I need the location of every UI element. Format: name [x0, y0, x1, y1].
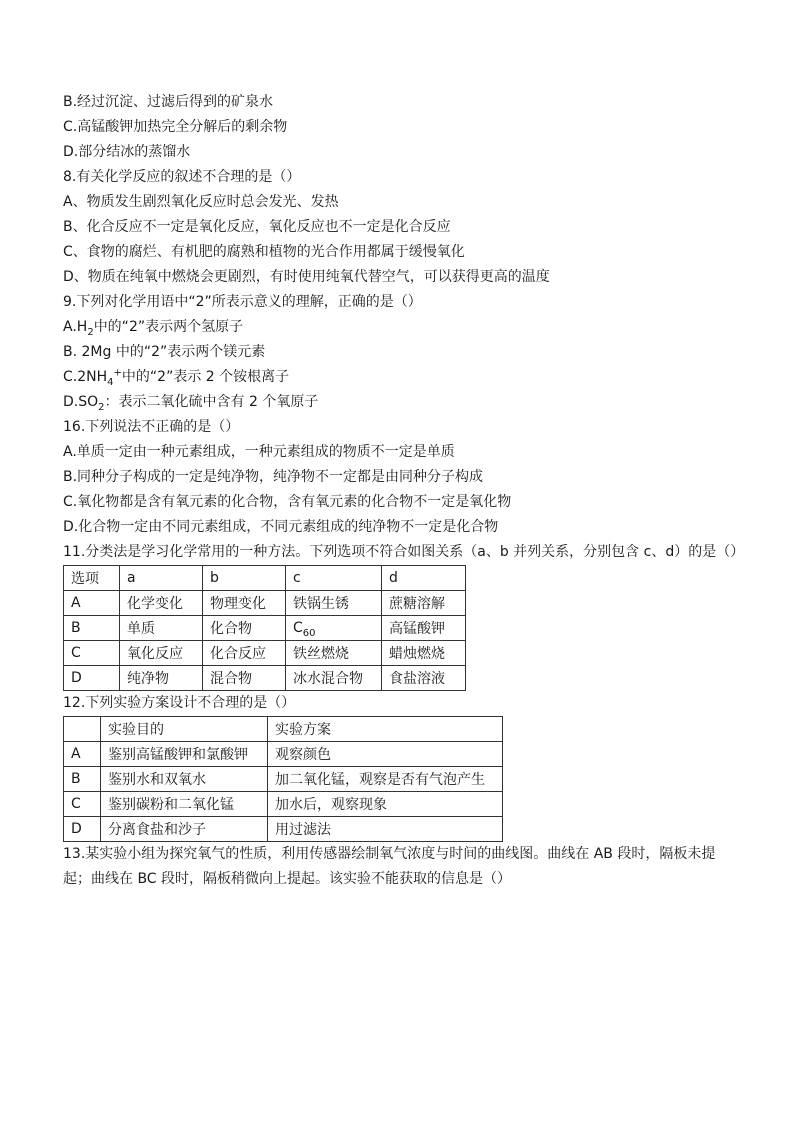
q10-option-a: A.单质一定由一种元素组成，一种元素组成的物质不一定是单质	[63, 444, 455, 460]
table-cell: 蔗糖溶解	[382, 591, 466, 616]
q9-option-c: $C.2NH_4^+$中的“2”表示 2 个铵根离子	[63, 367, 290, 388]
table-cell: 观察颜色	[268, 742, 503, 767]
table-row	[64, 742, 503, 767]
table-cell: 用过滤法	[268, 817, 503, 842]
table-cell: 高锰酸钾	[382, 616, 466, 641]
table-cell: A	[64, 591, 120, 616]
q9-stem: 9.下列对化学用语中“2”所表示意义的理解，正确的是（）	[63, 294, 422, 310]
table-header-cell: 选项	[64, 566, 120, 591]
q9-option-d: $D.SO_2$：表示二氧化硫中含有 2 个氧原子	[63, 394, 319, 413]
table-cell: 鉴别水和双氧水	[101, 767, 268, 792]
table-cell: 化学变化	[120, 591, 203, 616]
table-header-cell: a	[120, 566, 203, 591]
table-header-cell: d	[382, 566, 466, 591]
table-row	[64, 817, 503, 842]
q8-option-a: A、物质发生剧烈氧化反应时总会发光、发热	[63, 194, 339, 210]
q8-option-c: C、食物的腐烂、有机肥的腐熟和植物的光合作用都属于缓慢氧化	[63, 244, 465, 260]
q8-stem: 8.有关化学反应的叙述不合理的是（）	[63, 169, 301, 185]
table-row	[64, 616, 466, 641]
q8-option-d: D、物质在纯氧中燃烧会更剧烈，有时使用纯氧代替空气，可以获得更高的温度	[63, 269, 550, 285]
table-row	[64, 641, 466, 666]
table-cell: 加二氧化锰，观察是否有气泡产生	[268, 767, 503, 792]
table-cell: 化合物	[203, 616, 286, 641]
table-cell: B	[64, 616, 120, 641]
exam-content	[63, 90, 743, 892]
table-cell: 物理变化	[203, 591, 286, 616]
table-cell: 混合物	[203, 666, 286, 691]
table-row	[64, 767, 503, 792]
table-cell: D	[64, 666, 120, 691]
table-header-cell	[64, 717, 101, 742]
table-cell-c60: $C_{60}$	[286, 616, 382, 641]
table-header-row	[64, 566, 466, 591]
table-cell: 单质	[120, 616, 203, 641]
table-header-row	[64, 717, 503, 742]
q12-table	[63, 716, 503, 842]
table-cell: 铁锅生锈	[286, 591, 382, 616]
table-cell: C	[64, 641, 120, 666]
table-header-cell: b	[203, 566, 286, 591]
q7-option-b: B.经过沉淀、过滤后得到的矿泉水	[63, 94, 274, 110]
table-cell: D	[64, 817, 101, 842]
table-cell: 化合反应	[203, 641, 286, 666]
table-header-cell: 实验方案	[268, 717, 503, 742]
table-header-cell: 实验目的	[101, 717, 268, 742]
table-cell: 鉴别碳粉和二氧化锰	[101, 792, 268, 817]
table-cell: 纯净物	[120, 666, 203, 691]
q11-table	[63, 565, 466, 691]
table-cell: 冰水混合物	[286, 666, 382, 691]
table-header-cell: c	[286, 566, 382, 591]
table-cell: 铁丝燃烧	[286, 641, 382, 666]
q9-option-b: B. 2Mg 中的“2”表示两个镁元素	[63, 344, 266, 360]
table-cell: A	[64, 742, 101, 767]
table-cell: C	[64, 792, 101, 817]
table-cell: B	[64, 767, 101, 792]
q11-stem: 11.分类法是学习化学常用的一种方法。下列选项不符合如图关系（a、b 并列关系，分别包含 c、d）的是（）	[63, 544, 745, 560]
q10-option-c: C.氧化物都是含有氧元素的化合物，含有氧元素的化合物不一定是氧化物	[63, 494, 512, 510]
table-row	[64, 666, 466, 691]
q9-option-a: $A.H_2$中的“2”表示两个氢原子	[63, 319, 244, 338]
table-cell: 鉴别高锰酸钾和氯酸钾	[101, 742, 268, 767]
q8-option-b: B、化合反应不一定是氧化反应，氧化反应也不一定是化合反应	[63, 219, 451, 235]
table-cell: 蜡烛燃烧	[382, 641, 466, 666]
q10-option-b: B.同种分子构成的一定是纯净物，纯净物不一定都是由同种分子构成	[63, 469, 484, 485]
table-cell: 食盐溶液	[382, 666, 466, 691]
q10-option-d: D.化合物一定由不同元素组成，不同元素组成的纯净物不一定是化合物	[63, 519, 499, 535]
table-cell: 加水后，观察现象	[268, 792, 503, 817]
table-row	[64, 591, 466, 616]
q7-option-c: C.高锰酸钾加热完全分解后的剩余物	[63, 119, 288, 135]
q10-stem: 16.下列说法不正确的是（）	[63, 419, 240, 435]
q12-stem: 12.下列实验方案设计不合理的是（）	[63, 695, 296, 711]
table-cell: 分离食盐和沙子	[101, 817, 268, 842]
q7-option-d: D.部分结冰的蒸馏水	[63, 144, 191, 160]
table-cell: 氧化反应	[120, 641, 203, 666]
table-row	[64, 792, 503, 817]
q13-stem: 13.某实验小组为探究氧气的性质，利用传感器绘制氧气浓度与时间的曲线图。曲线在 AB 段时，隔板未提起；曲线在 BC 段时，隔板稍微向上提起。该实验不能获取的信息是（）	[63, 846, 716, 887]
